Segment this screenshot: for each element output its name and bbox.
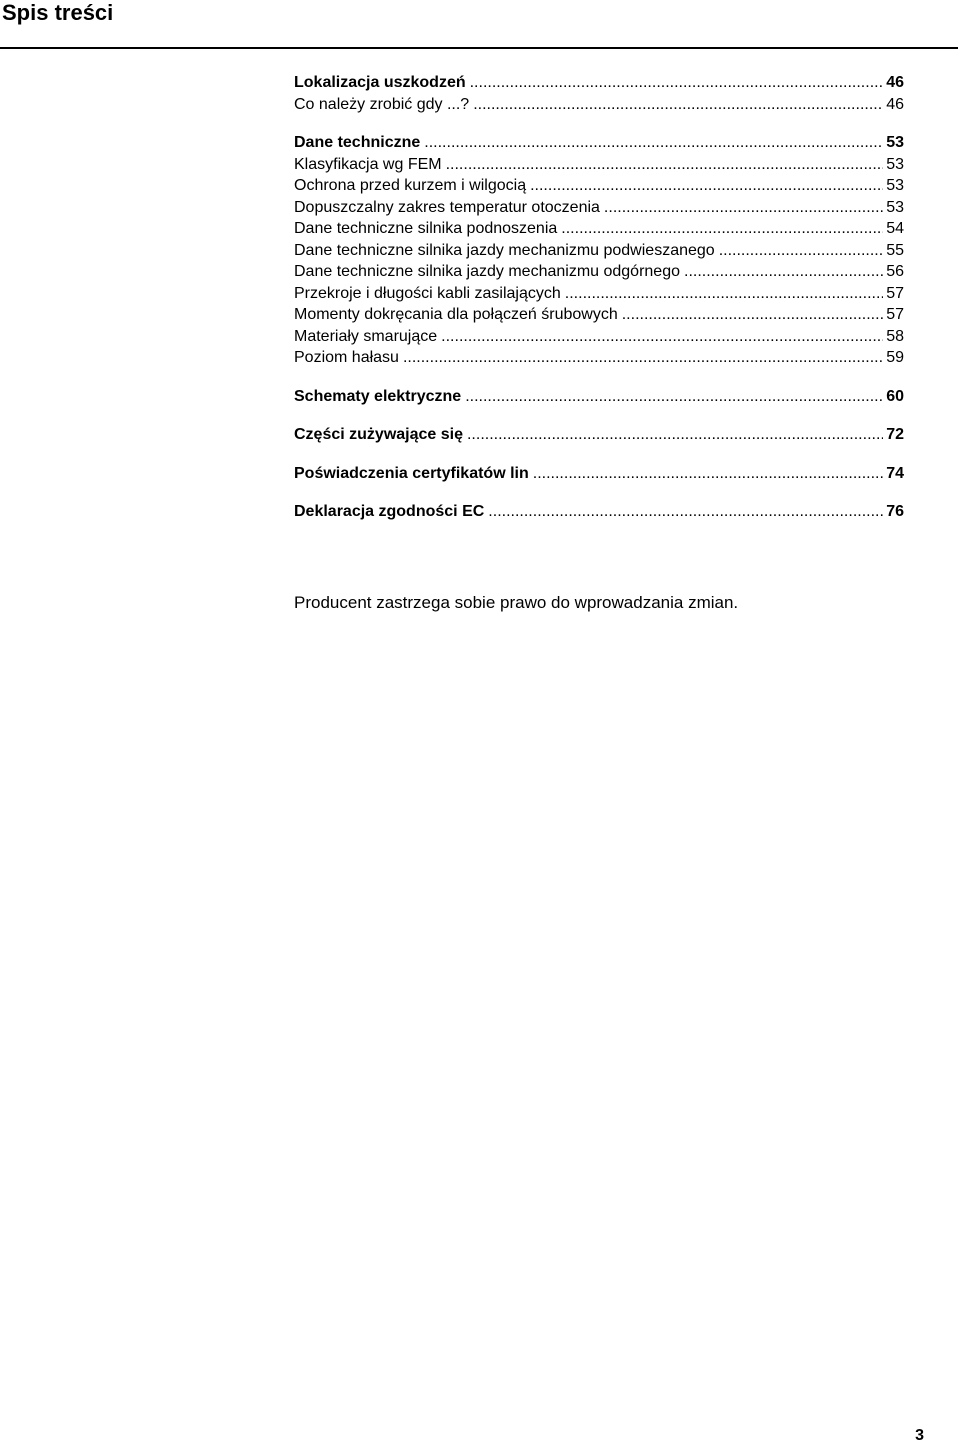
toc-dot-leader xyxy=(466,72,883,94)
toc-dot-leader xyxy=(715,240,883,262)
toc-entry-title: Schematy elektryczne xyxy=(294,387,462,405)
toc-entry[interactable] xyxy=(294,94,904,116)
toc-entry[interactable] xyxy=(294,197,904,219)
toc-dot-leader xyxy=(557,218,883,240)
toc-entry-page: 59 xyxy=(886,349,904,366)
toc-entry-title: Dane techniczne silnika jazdy mechanizmu odgórnego xyxy=(294,263,680,280)
toc-entry[interactable] xyxy=(294,326,904,348)
toc-entry-title: Dane techniczne silnika podnoszenia xyxy=(294,220,558,237)
toc-entry-page: 46 xyxy=(886,95,904,113)
toc-dot-leader xyxy=(618,304,883,326)
toc-entry-title: Klasyfikacja wg FEM xyxy=(294,155,442,173)
toc-entry[interactable] xyxy=(294,463,904,485)
toc-entry[interactable] xyxy=(294,501,904,523)
toc-entry[interactable] xyxy=(294,240,904,262)
toc-entry-page: 54 xyxy=(886,220,904,237)
toc-entry-page: 74 xyxy=(886,464,904,482)
toc-entry[interactable] xyxy=(294,261,904,283)
disclaimer-text: Producent zastrzega sobie prawo do wprowadzania zmian. xyxy=(294,593,739,612)
toc-entry-page: 53 xyxy=(886,155,904,173)
toc-entry[interactable] xyxy=(294,347,904,369)
toc-entry-page: 55 xyxy=(886,241,904,259)
toc-entry-title: Co należy zrobić gdy ...? xyxy=(294,95,470,113)
toc-entry-title: Momenty dokręcania dla połączeń śrubowych xyxy=(294,306,618,323)
toc-dot-leader xyxy=(526,175,883,197)
toc-entry-title: Dane techniczne xyxy=(294,134,421,151)
toc-dot-leader xyxy=(420,132,883,154)
toc-entry[interactable] xyxy=(294,386,904,408)
toc-entry-page: 57 xyxy=(886,284,904,302)
toc-entry-page: 57 xyxy=(886,306,904,323)
toc-entry-title: Materiały smarujące xyxy=(294,327,438,345)
toc-dot-leader xyxy=(529,463,883,485)
toc-entry[interactable] xyxy=(294,154,904,176)
toc-entry-title: Dane techniczne silnika jazdy mechanizmu podwieszanego xyxy=(294,241,715,259)
toc-group xyxy=(294,463,904,485)
toc-entry-page: 53 xyxy=(886,134,904,151)
toc-entry-title: Ochrona przed kurzem i wilgocią xyxy=(294,177,527,194)
table-of-contents xyxy=(294,72,904,540)
toc-dot-leader xyxy=(561,283,883,305)
toc-dot-leader xyxy=(442,154,883,176)
toc-dot-leader xyxy=(680,261,883,283)
toc-dot-leader xyxy=(461,386,883,408)
toc-dot-leader xyxy=(399,347,883,369)
toc-entry[interactable] xyxy=(294,175,904,197)
toc-entry-page: 53 xyxy=(886,177,904,194)
toc-entry[interactable] xyxy=(294,304,904,326)
toc-entry[interactable] xyxy=(294,424,904,446)
toc-entry[interactable] xyxy=(294,218,904,240)
toc-entry-page: 72 xyxy=(886,426,904,443)
toc-dot-leader xyxy=(437,326,883,348)
toc-entry-title: Poświadczenia certyfikatów lin xyxy=(294,464,529,482)
toc-group xyxy=(294,132,904,369)
toc-entry-title: Deklaracja zgodności EC xyxy=(294,503,485,520)
page-number: 3 xyxy=(915,1427,924,1444)
toc-entry-title: Lokalizacja uszkodzeń xyxy=(294,74,466,91)
toc-entry-page: 60 xyxy=(886,387,904,405)
toc-group xyxy=(294,386,904,408)
toc-entry-page: 76 xyxy=(886,503,904,520)
toc-entry-page: 58 xyxy=(886,327,904,345)
toc-entry-title: Przekroje i długości kabli zasilających xyxy=(294,284,561,302)
toc-entry[interactable] xyxy=(294,283,904,305)
toc-group xyxy=(294,424,904,446)
toc-dot-leader xyxy=(469,94,883,116)
toc-entry-page: 53 xyxy=(886,198,904,216)
toc-entry-title: Części zużywające się xyxy=(294,426,463,443)
toc-dot-leader xyxy=(600,197,883,219)
toc-dot-leader xyxy=(463,424,883,446)
toc-group xyxy=(294,72,904,115)
toc-entry[interactable] xyxy=(294,72,904,94)
toc-dot-leader xyxy=(484,501,883,523)
toc-entry-page: 46 xyxy=(886,74,904,91)
toc-group xyxy=(294,501,904,523)
toc-entry-title: Poziom hałasu xyxy=(294,349,399,366)
toc-entry-title: Dopuszczalny zakres temperatur otoczenia xyxy=(294,198,600,216)
toc-entry-page: 56 xyxy=(886,263,904,280)
toc-entry[interactable] xyxy=(294,132,904,154)
header-divider xyxy=(0,47,958,49)
page-title: Spis treści xyxy=(2,0,114,25)
